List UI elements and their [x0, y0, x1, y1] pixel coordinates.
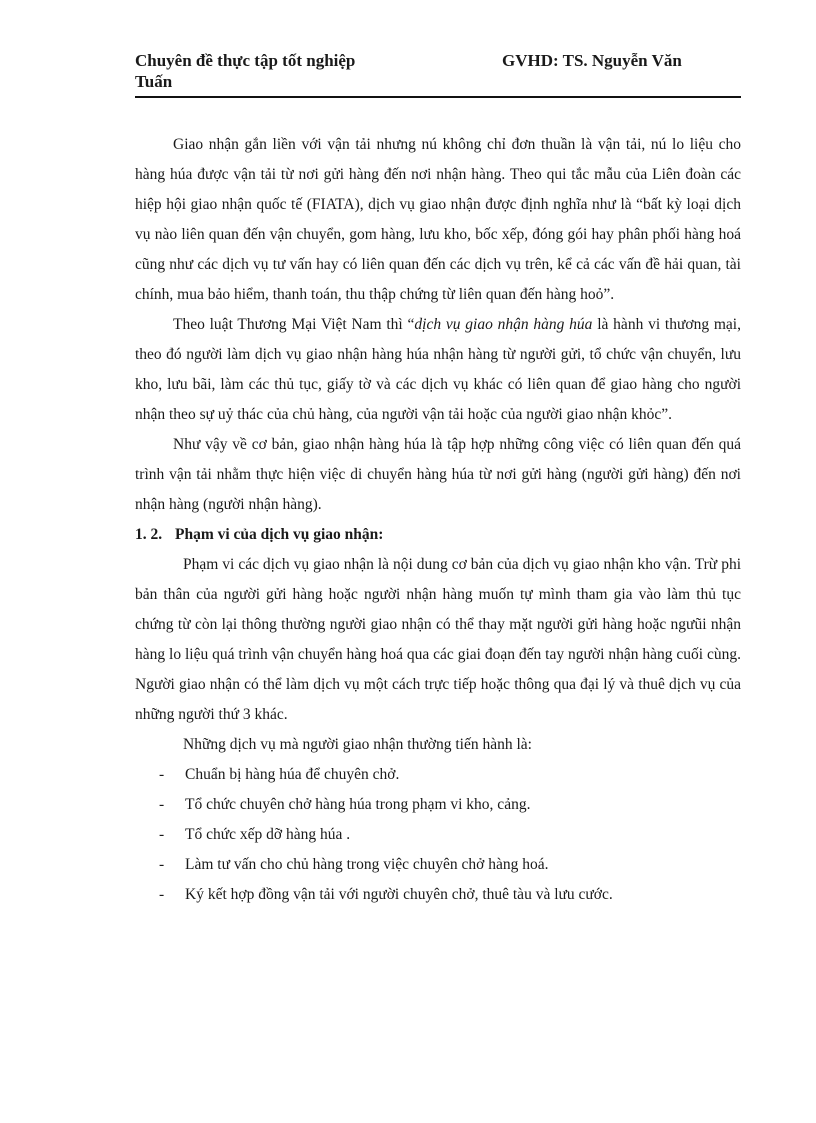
list-item — [135, 880, 741, 910]
list-bullet: - — [159, 856, 165, 873]
section-title: Phạm vi của dịch vụ giao nhận: — [175, 526, 384, 543]
list-bullet: - — [159, 826, 165, 843]
section-number: 1. 2. — [135, 526, 163, 543]
list-item — [135, 760, 741, 790]
document-body — [135, 130, 741, 910]
list-item-text: Tổ chức chuyên chở hàng húa trong phạm vi kho, cảng. — [185, 796, 531, 813]
list-item — [135, 820, 741, 850]
list-bullet: - — [159, 796, 165, 813]
list-bullet: - — [159, 886, 165, 903]
paragraph-4: Phạm vi các dịch vụ giao nhận là nội dung cơ bản của dịch vụ giao nhận kho vận. Trừ phi bản thân của người gửi hàng hoặc người nhận hàng muốn tự mình tham gia vào làm thủ tục chứng từ còn lại thông thường người giao nhận có thể thay mặt người gửi hàng hoặc ngưũi nhận hàng lo liệu quá trình vận chuyển hàng hoá qua các giai đoạn đến tay người nhận hàng cuối cùng. Người giao nhận có thể làm dịch vụ một cách trực tiếp hoặc thông qua đại lý và thuê dịch vụ của những người thứ 3 khác. — [135, 556, 741, 723]
list-item-text: Ký kết hợp đồng vận tải với người chuyên chở, thuê tàu và lưu cước. — [185, 886, 613, 903]
list-item-text: Tổ chức xếp dỡ hàng húa . — [185, 826, 351, 843]
paragraph-2-end: là hành vi thương mại, theo đó người làm dịch vụ giao nhận hàng húa nhận hàng từ người gửi, tổ chức vận chuyển, lưu kho, lưu bãi, làm các thủ tục, giấy tờ và các dịch vụ khác có liên quan để giao hàng cho người nhận theo sự uỷ thác của chủ hàng, của người vận tải hoặc của người giao nhận khỏc”. — [135, 316, 741, 423]
service-list — [135, 760, 741, 910]
paragraph-1: Giao nhận gắn liền với vận tải nhưng nú không chỉ đơn thuần là vận tải, nú lo liệu cho hàng húa được vận tải từ nơi gửi hàng đến nơi nhận hàng. Theo qui tắc mẫu của Liên đoàn các hiệp hội giao nhận quốc tế (FIATA), dịch vụ giao nhận được định nghĩa như là “bất kỳ loại dịch vụ nào liên quan đến vận chuyển, gom hàng, lưu kho, bốc xếp, đóng gói hay phân phối hàng hoá cũng như các dịch vụ tư vấn hay có liên quan đến các dịch vụ trên, kể cả các vấn đề hải quan, tài chính, mua bảo hiểm, thanh toán, thu thập chứng từ liên quan đến hàng hoỏ”. — [135, 136, 741, 303]
list-lead: Những dịch vụ mà người giao nhận thường tiến hành là: — [183, 736, 532, 753]
list-item — [135, 850, 741, 880]
list-item-text: Chuẩn bị hàng húa để chuyên chở. — [185, 766, 400, 783]
list-item-text: Làm tư vấn cho chủ hàng trong việc chuyên chở hàng hoá. — [185, 856, 549, 873]
section-heading — [135, 520, 741, 550]
page-header — [135, 50, 741, 98]
list-bullet: - — [159, 766, 165, 783]
header-advisor-wrap: Tuấn — [135, 72, 173, 91]
header-advisor: GVHD: TS. Nguyễn Văn — [502, 51, 682, 70]
paragraph-2-italic-term: dịch vụ giao nhận hàng húa — [414, 316, 593, 333]
header-title: Chuyên đề thực tập tốt nghiệp — [135, 51, 356, 70]
paragraph-2 — [135, 310, 741, 430]
paragraph-2-start: Theo luật Thương Mại Việt Nam thì “ — [173, 316, 415, 333]
list-item — [135, 790, 741, 820]
paragraph-3: Như vậy về cơ bản, giao nhận hàng húa là tập hợp những công việc có liên quan đến quá trình vận tải nhằm thực hiện việc di chuyển hàng húa từ nơi gửi hàng (người gửi hàng) đến nơi nhận hàng (người nhận hàng). — [135, 436, 741, 513]
